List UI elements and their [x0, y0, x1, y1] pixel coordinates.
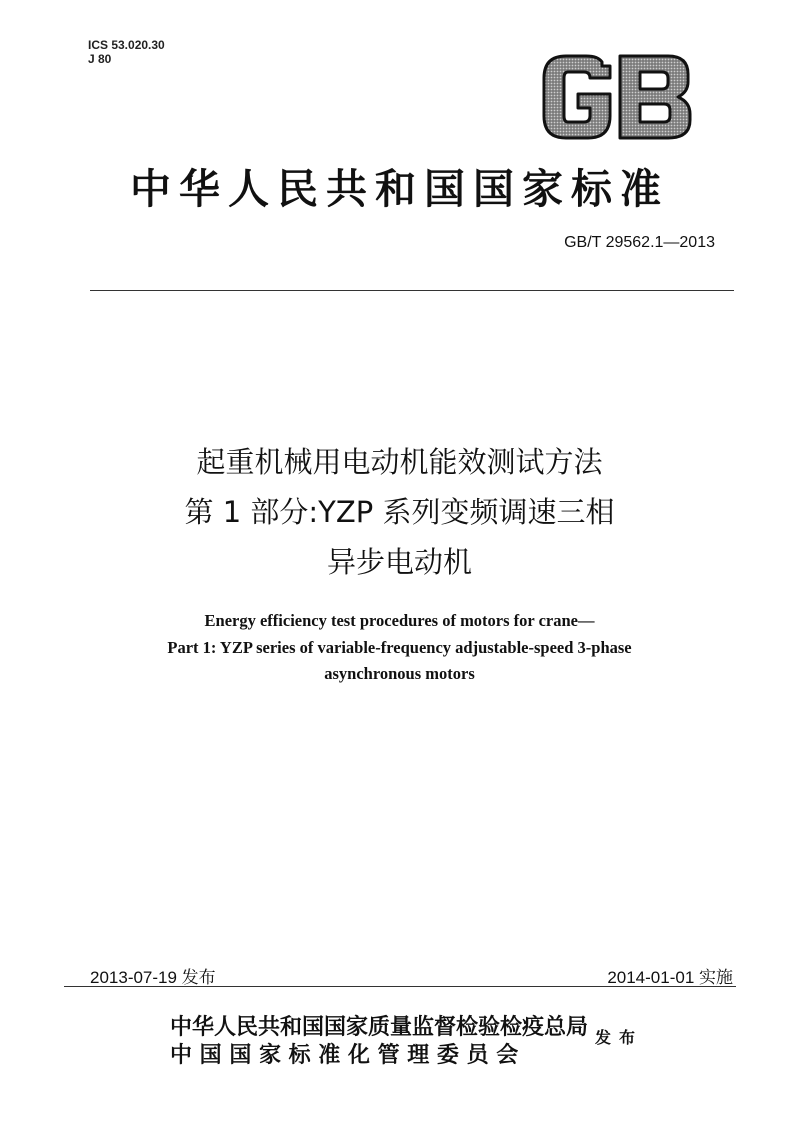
english-title-line-1: Energy efficiency test procedures of motors for crane— [204, 611, 595, 630]
publish-label: 发布 [595, 1028, 644, 1047]
classification-codes [88, 38, 165, 66]
english-title-line-2: Part 1: YZP series of variable-frequency adjustable-speed 3-phase [167, 638, 632, 657]
ics-code: ICS 53.020.30 [88, 38, 165, 52]
header-divider [90, 290, 734, 291]
issuer-sac: 中 国 国 家 标 准 化 管 理 委 员 会 [170, 1043, 519, 1068]
implementation-date: 2014-01-01 实施 [607, 968, 733, 987]
chinese-title-line-1: 起重机械用电动机能效测试方法 [196, 445, 603, 479]
chinese-title-line-2: 第 1 部分:YZP 系列变频调速三相 [184, 495, 615, 529]
standard-number: GB/T 29562.1—2013 [564, 234, 715, 251]
ccs-code: J 80 [88, 52, 112, 66]
chinese-title-line-3: 异步电动机 [326, 545, 472, 579]
issue-date: 2013-07-19 发布 [90, 968, 216, 987]
footer-divider [64, 986, 736, 987]
english-title-line-3: asynchronous motors [324, 664, 475, 683]
issuer-aqsiq: 中华人民共和国国家质量监督检验检疫总局 [170, 1015, 589, 1040]
standard-type-title: 中华人民共和国国家标准 [130, 165, 669, 213]
gb-logo [538, 52, 694, 142]
